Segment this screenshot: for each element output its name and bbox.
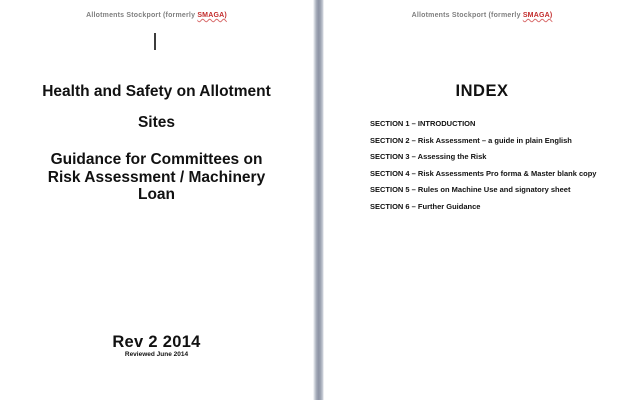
title-line-1[interactable]: Health and Safety on Allotment xyxy=(42,83,271,100)
subtitle-line-3[interactable]: Loan xyxy=(137,186,176,203)
text-insertion-cursor xyxy=(154,33,156,50)
page-header-right[interactable] xyxy=(324,12,640,19)
header-highlight-smaga: SMAGA) xyxy=(197,12,227,19)
index-item-section-2[interactable]: SECTION 2 – Risk Assessment – a guide in plain English xyxy=(370,135,572,145)
revision-label[interactable]: Rev 2 2014 xyxy=(112,333,201,351)
index-section-list xyxy=(370,116,632,216)
index-item-section-3[interactable]: SECTION 3 – Assessing the Risk xyxy=(370,152,487,162)
index-item-section-4[interactable]: SECTION 4 – Risk Assessments Pro forma & Master blank copy xyxy=(370,168,597,178)
subtitle-paragraph[interactable] xyxy=(0,151,313,204)
subtitle-line-2[interactable]: Risk Assessment / Machinery xyxy=(47,168,266,186)
index-item-section-1[interactable]: SECTION 1 – INTRODUCTION xyxy=(370,119,476,128)
index-item-section-6[interactable]: SECTION 6 – Further Guidance xyxy=(370,201,481,211)
page-title-page[interactable] xyxy=(0,0,313,409)
subtitle-line-1[interactable]: Guidance for Committees on xyxy=(50,151,263,168)
reviewed-note[interactable]: Reviewed June 2014 xyxy=(124,351,189,358)
header-text: Allotments Stockport (formerly xyxy=(86,12,198,19)
page-header-left[interactable] xyxy=(0,12,313,19)
page-gap-divider xyxy=(313,0,324,400)
index-title[interactable]: INDEX xyxy=(455,82,509,100)
index-item-section-5[interactable]: SECTION 5 – Rules on Machine Use and signatory sheet xyxy=(370,185,571,195)
title-line-2[interactable]: Sites xyxy=(137,114,176,131)
page-index-page[interactable] xyxy=(324,0,640,409)
header-highlight-smaga: SMAGA) xyxy=(522,12,553,19)
header-text: Allotments Stockport (formerly xyxy=(411,12,523,19)
